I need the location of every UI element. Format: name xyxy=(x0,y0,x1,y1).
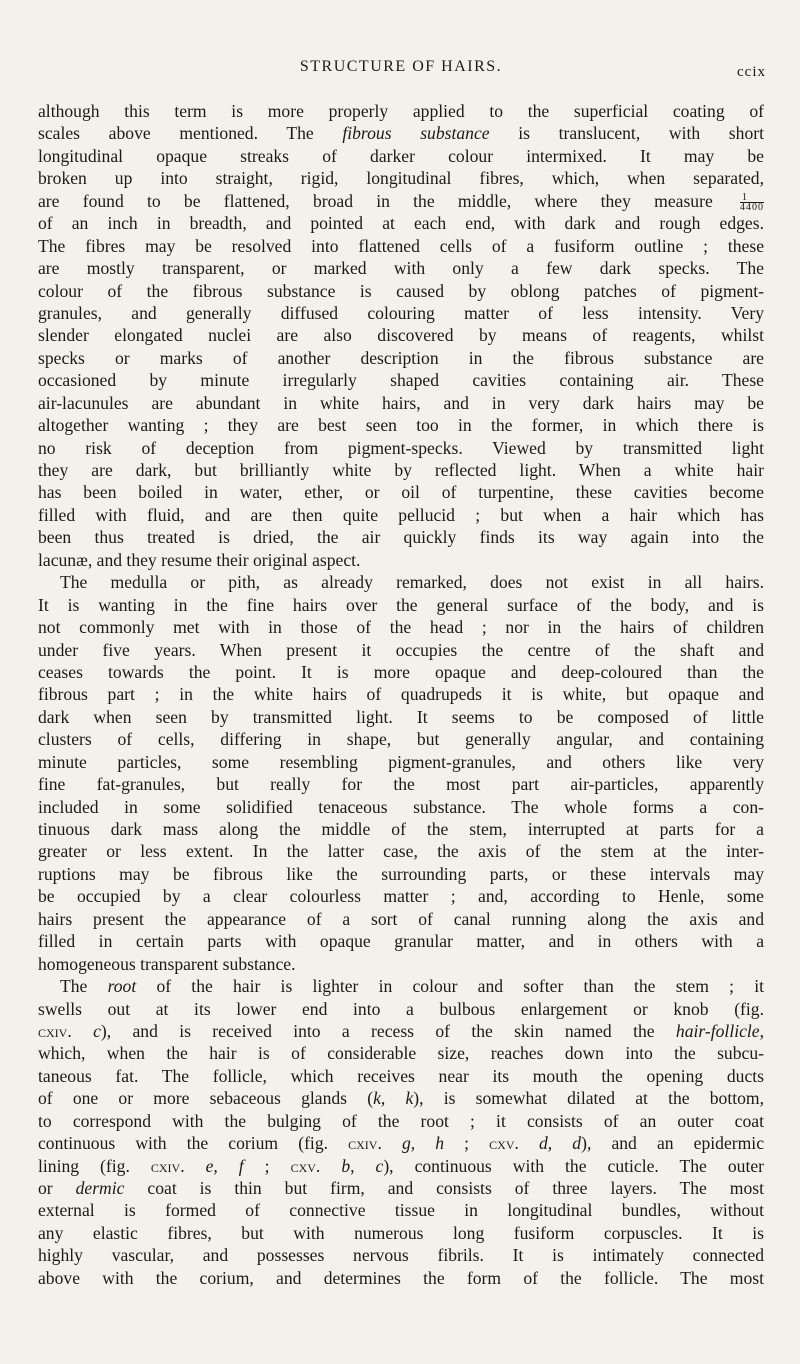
text-line xyxy=(38,616,764,638)
text-run xyxy=(72,1021,93,1041)
text-line xyxy=(38,1155,764,1177)
text-line xyxy=(38,998,764,1020)
text-line xyxy=(38,369,764,391)
text-line xyxy=(38,392,764,414)
text-line xyxy=(38,818,764,840)
text-run: are mostly transparent, or marked with only a few dark specks. The xyxy=(38,258,764,279)
text-line xyxy=(38,122,764,144)
small-caps-run: cxv. xyxy=(489,1133,519,1154)
text-line xyxy=(38,100,764,122)
text-line xyxy=(38,1267,764,1289)
text-run: are found to be flattened, broad in the middle, where they measure xyxy=(38,190,736,211)
text-line xyxy=(38,549,764,571)
text-run: or xyxy=(38,1178,76,1198)
text-line xyxy=(38,145,764,167)
text-line xyxy=(38,728,764,750)
text-line xyxy=(38,840,764,862)
text-run: continuous with the corium (fig. xyxy=(38,1133,349,1154)
text-line xyxy=(38,212,764,234)
text-line xyxy=(38,639,764,661)
text-run: scales above mentioned. The xyxy=(38,123,343,144)
text-line xyxy=(38,302,764,324)
text-line xyxy=(38,930,764,952)
text-run: to correspond with the bulging of the root ; it consists of an outer coat xyxy=(38,1110,764,1131)
text-run: specks or marks of another description in the fibrous substance are xyxy=(38,347,764,368)
text-run: external is formed of connective tissue in longitudinal bundles, without xyxy=(38,1200,764,1221)
text-run: above with the corium, and determines the form of the follicle. The most xyxy=(38,1267,764,1288)
text-line xyxy=(38,324,764,346)
running-title: STRUCTURE OF HAIRS. xyxy=(299,58,503,75)
italic-run: g, h xyxy=(401,1133,445,1154)
text-line xyxy=(38,437,764,459)
text-run: is translucent, with short xyxy=(489,123,764,144)
text-line xyxy=(38,1132,764,1154)
text-line xyxy=(38,863,764,885)
text-run: ceases towards the point. It is more opaque and deep-coloured than the xyxy=(38,661,764,682)
text-run: fine fat-granules, but really for the most part air-particles, apparently xyxy=(38,774,764,795)
text-run: no risk of deception from pigment-specks. Viewed by transmitted light xyxy=(38,437,764,458)
text-run: of an inch in breadth, and pointed at each end, with dark and rough edges. xyxy=(38,213,764,234)
text-line xyxy=(38,1110,764,1132)
fraction xyxy=(740,193,764,212)
text-run xyxy=(320,1156,341,1176)
small-caps-run: cxiv. xyxy=(348,1133,382,1154)
text-run: The medulla or pith, as already remarked, does not exist in all hairs. xyxy=(60,572,764,593)
text-line xyxy=(38,347,764,369)
text-line xyxy=(38,504,764,526)
text-run: although this term is more properly applied to the superficial coating of xyxy=(38,101,764,121)
text-line xyxy=(38,975,764,997)
text-run: greater or less extent. In the latter case, the axis of the stem at the inter- xyxy=(38,841,764,862)
text-run: hairs present the appearance of a sort of canal running along the axis and xyxy=(38,908,764,929)
text-line xyxy=(38,773,764,795)
text-run: homogeneous transparent substance. xyxy=(38,953,296,974)
text-run: clusters of cells, differing in shape, but generally angular, and containing xyxy=(38,729,764,750)
italic-run: c xyxy=(93,1020,101,1041)
text-run: be occupied by a clear colourless matter ; and, according to Henle, some xyxy=(38,886,764,907)
text-line xyxy=(38,571,764,593)
italic-run: d, d xyxy=(539,1133,582,1154)
text-run: included in some solidified tenaceous substance. The whole forms a con- xyxy=(38,796,764,817)
text-line xyxy=(38,1244,764,1266)
text-line xyxy=(38,1199,764,1221)
text-run: granules, and generally diffused colouring matter of less intensity. Very xyxy=(38,302,764,323)
text-run: occasioned by minute irregularly shaped cavities containing air. These xyxy=(38,370,764,391)
text-run: which, when the hair is of considerable size, reaches down into the subcu- xyxy=(38,1043,764,1064)
text-run: ; xyxy=(444,1133,490,1154)
text-run xyxy=(185,1156,206,1176)
text-run: colour of the fibrous substance is caused by oblong patches of pigment- xyxy=(38,280,764,301)
text-run: altogether wanting ; they are best seen too in the former, in which there is xyxy=(38,415,764,436)
text-line xyxy=(38,1065,764,1087)
small-caps-run: cxiv. xyxy=(38,1020,72,1041)
text-line xyxy=(38,526,764,548)
text-run: ), is somewhat dilated at the bottom, xyxy=(413,1088,764,1109)
text-line xyxy=(38,908,764,930)
book-page xyxy=(38,0,764,1364)
text-run: The xyxy=(60,976,108,997)
text-line xyxy=(38,1042,764,1064)
small-caps-run: cxv. xyxy=(290,1155,321,1176)
text-run: fibrous part ; in the white hairs of quadrupeds it is white, but opaque and xyxy=(38,684,764,705)
text-run: The fibres may be resolved into flattened cells of a fusiform outline ; these xyxy=(38,235,764,256)
text-run: ), and is received into a recess of the skin named the xyxy=(100,1020,676,1041)
italic-run: k, k xyxy=(373,1088,414,1109)
text-run: not commonly met with in those of the head ; nor in the hairs of children xyxy=(38,617,764,638)
text-run: taneous fat. The follicle, which receives near its mouth the opening ducts xyxy=(38,1065,764,1086)
text-line xyxy=(38,1087,764,1109)
text-line xyxy=(38,1222,764,1244)
text-run: swells out at its lower end into a bulbous enlargement or knob (fig. xyxy=(38,998,764,1019)
italic-run: hair-follicle xyxy=(675,1020,760,1041)
text-run xyxy=(382,1133,402,1153)
text-line xyxy=(38,167,764,189)
text-run: dark when seen by transmitted light. It seems to be composed of little xyxy=(38,706,764,727)
text-run: any elastic fibres, but with numerous long fusiform corpuscles. It is xyxy=(38,1222,764,1243)
italic-run: root xyxy=(107,976,137,997)
text-line xyxy=(38,885,764,907)
italic-run: e, f xyxy=(205,1155,244,1176)
text-line xyxy=(38,683,764,705)
text-line xyxy=(38,481,764,503)
text-line xyxy=(38,796,764,818)
text-run: lining (fig. xyxy=(38,1155,151,1176)
text-line xyxy=(38,257,764,279)
text-line xyxy=(38,1020,764,1042)
text-run: It is wanting in the fine hairs over the general surface of the body, and is xyxy=(38,594,764,615)
text-run: of one or more sebaceous glands ( xyxy=(38,1088,374,1109)
text-run: filled in certain parts with opaque granular matter, and in others with a xyxy=(38,931,764,952)
text-run: slender elongated nuclei are also discovered by means of reagents, whilst xyxy=(38,325,764,346)
text-run: they are dark, but brilliantly white by reflected light. When a white hair xyxy=(38,460,764,480)
text-line xyxy=(38,594,764,616)
text-line xyxy=(38,751,764,773)
text-run: lacunæ, and they resume their original aspect. xyxy=(38,549,361,570)
text-line xyxy=(38,459,764,481)
text-run: minute particles, some resembling pigment-granules, and others like very xyxy=(38,751,764,772)
text-line xyxy=(38,190,764,212)
text-run: , xyxy=(759,1020,765,1041)
text-line xyxy=(38,706,764,728)
italic-run: fibrous substance xyxy=(342,123,490,144)
text-line xyxy=(38,1177,764,1199)
text-run: coat is thin but firm, and consists of three layers. The most xyxy=(124,1178,764,1198)
text-run: air-lacunules are abundant in white hairs, and in very dark hairs may be xyxy=(38,392,764,413)
text-run: tinuous dark mass along the middle of the stem, interrupted at parts for a xyxy=(38,819,764,839)
running-head xyxy=(38,58,764,82)
text-run: broken up into straight, rigid, longitudinal fibres, which, when separated, xyxy=(38,168,764,189)
italic-run: dermic xyxy=(75,1178,125,1198)
text-line xyxy=(38,661,764,683)
small-caps-run: cxiv. xyxy=(150,1155,185,1176)
fraction-denominator: 4400 xyxy=(740,202,764,214)
text-run: ), continuous with the cuticle. The outer xyxy=(383,1155,764,1176)
text-run: has been boiled in water, ether, or oil of turpentine, these cavities become xyxy=(38,482,764,503)
text-line xyxy=(38,235,764,257)
text-run: been thus treated is dried, the air quickly finds its way again into the xyxy=(38,527,764,548)
text-run: under five years. When present it occupies the centre of the shaft and xyxy=(38,639,764,660)
italic-run: b, c xyxy=(341,1155,384,1176)
text-run: ), and an epidermic xyxy=(581,1133,764,1154)
text-run: longitudinal opaque streaks of darker colour intermixed. It may be xyxy=(38,145,764,166)
body-text xyxy=(38,100,764,1289)
text-line xyxy=(38,953,764,975)
fraction-numerator: 1 xyxy=(740,193,764,203)
text-line xyxy=(38,280,764,302)
text-run: of the hair is lighter in colour and softer than the stem ; it xyxy=(136,976,764,997)
text-line xyxy=(38,414,764,436)
text-run: ruptions may be fibrous like the surrounding parts, or these intervals may xyxy=(38,863,764,884)
page-number: ccix xyxy=(737,64,766,80)
text-run: filled with fluid, and are then quite pellucid ; but when a hair which has xyxy=(38,504,764,525)
text-run: highly vascular, and possesses nervous fibrils. It is intimately connected xyxy=(38,1245,764,1266)
text-run: ; xyxy=(243,1155,291,1176)
text-run xyxy=(519,1133,539,1153)
